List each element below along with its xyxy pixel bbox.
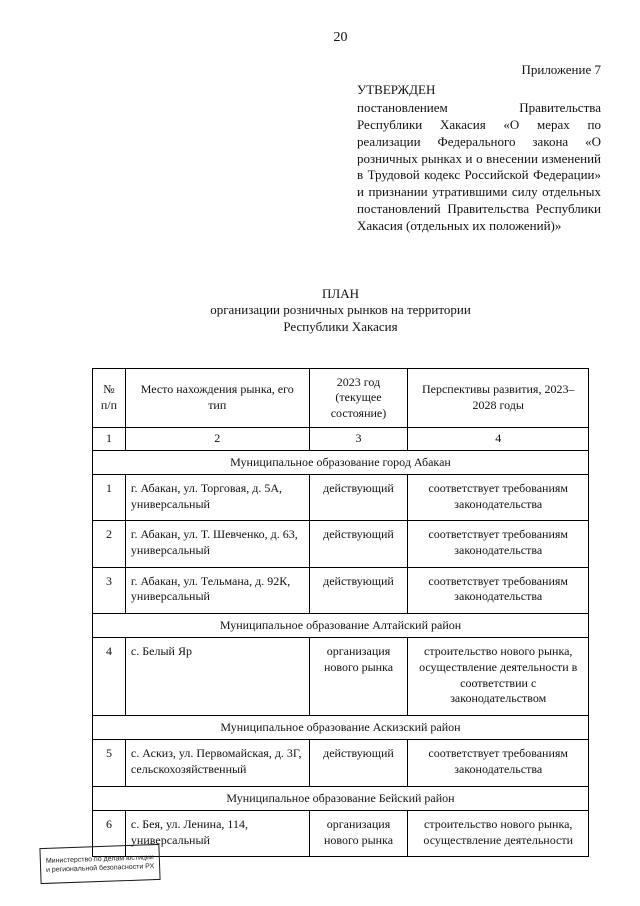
table-row [93,811,589,857]
table-section-row [93,450,589,475]
table-row [93,567,589,613]
cell-prospect: соответствует требованиям законодательства [408,567,589,613]
section-title: Муниципальное образование Бейский район [93,786,589,811]
ministry-stamp [39,844,160,884]
header-cell-place: Место нахождения рынка, его тип [125,369,309,428]
column-number: 1 [93,428,126,451]
column-number: 2 [125,428,309,451]
document-title [92,286,589,335]
cell-place: г. Абакан, ул. Тельмана, д. 92К, универсальный [125,567,309,613]
table-section-row [93,613,589,638]
approval-title: УТВЕРЖДЕН [357,82,436,97]
cell-state: организация нового рынка [309,638,408,715]
header-cell-state: 2023 год (текущее состояние) [309,369,408,428]
annex-label: Приложение 7 [521,62,601,77]
column-number: 4 [408,428,589,451]
document-title-line3: Республики Хакасия [283,318,398,334]
header-cell-prospect: Перспективы развития, 2023–2028 годы [408,369,589,428]
cell-place: г. Абакан, ул. Т. Шевченко, д. 63, универсальный [125,521,309,567]
cell-prospect: соответствует требованиям законодательства [408,475,589,521]
table-row [93,475,589,521]
cell-num: 3 [93,567,126,613]
cell-state: действующий [309,521,408,567]
cell-prospect: строительство нового рынка, осуществление деятельности в соответствии с законодательством [408,638,589,715]
cell-prospect: соответствует требованиям законодательства [408,740,589,786]
ministry-stamp-text: Министерство по делам юстиции и региональной безопасности РХ [45,853,155,874]
table-section-row [93,786,589,811]
column-number: 3 [309,428,408,451]
cell-state: действующий [309,740,408,786]
table-section-row [93,715,589,740]
approval-block [357,82,601,235]
header-cell-num: № п/п [93,369,126,428]
cell-place: с. Бея, ул. Ленина, 114, универсальный [125,811,309,857]
document-title-line2: организации розничных рынков на территории [210,302,471,318]
cell-state: действующий [309,475,408,521]
document-title-line1: ПЛАН [322,286,359,301]
table-row [93,521,589,567]
cell-place: с. Аскиз, ул. Первомайская, д. 3Г, сельскохозяйственный [125,740,309,786]
cell-num: 2 [93,521,126,567]
section-title: Муниципальное образование Алтайский район [93,613,589,638]
table-header-row [93,369,589,428]
cell-num: 6 [93,811,126,857]
table-row [93,638,589,715]
column-numbers-row [93,428,589,451]
cell-state: организация нового рынка [309,811,408,857]
cell-num: 5 [93,740,126,786]
plan-table [92,368,589,857]
cell-num: 4 [93,638,126,715]
approval-body: постановлением Правительства Республики Хакасия «О мерах по реализации Федерального закона «О розничных рынках и о внесении изменений в Трудовой кодекс Российской Федерации» и признании утратившими силу отдельных постановлений Правительства Республики Хакасия (отдельных их положений)» [357,99,601,234]
cell-num: 1 [93,475,126,521]
section-title: Муниципальное образование Аскизский район [93,715,589,740]
cell-state: действующий [309,567,408,613]
cell-prospect: соответствует требованиям законодательства [408,521,589,567]
cell-place: с. Белый Яр [125,638,309,715]
page-number: 20 [333,30,348,45]
plan-table-wrap [92,368,589,857]
section-title: Муниципальное образование город Абакан [93,450,589,475]
table-row [93,740,589,786]
cell-prospect: строительство нового рынка, осуществление деятельности [408,811,589,857]
cell-place: г. Абакан, ул. Торговая, д. 5А, универсальный [125,475,309,521]
